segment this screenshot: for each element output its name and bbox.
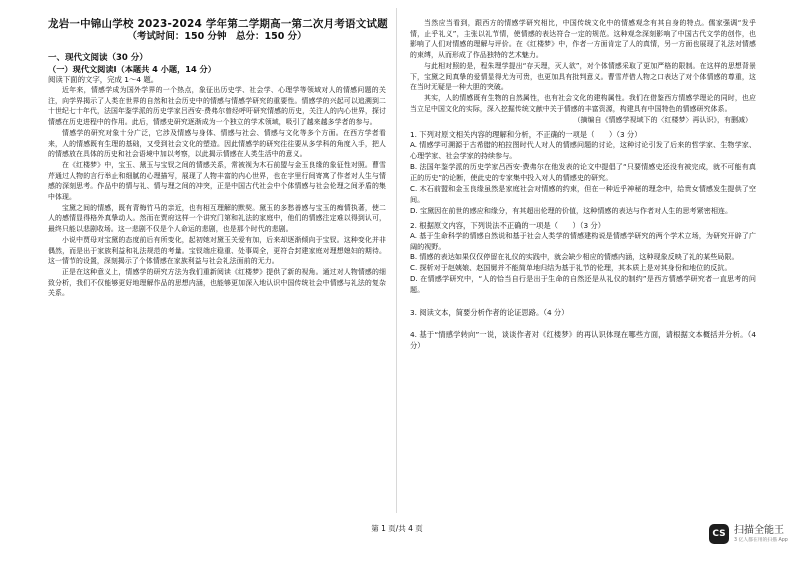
page-number: 第 1 页/共 4 页	[371, 524, 423, 533]
question-2-option-a: A. 基于生命科学的情感自然说和基于社会人类学的情感建构说是情感学研究的两个学术立场，为研究开辟了广阔的视野。	[410, 230, 756, 251]
question-1-option-a: A. 情感学可溯源于古希腊的柏拉图时代人对人的情感问题的讨论，这种讨论引发了后来的哲学家、生物学家、心理学家、社会学家的持续参与。	[410, 140, 756, 161]
article-paragraph-3: 在《红楼梦》中，宝玉、黛玉与宝钗之间的情感关系，常被视为木石前盟与金玉良缘的象征性对照。曹雪芹通过人物的言行举止和细腻的心理描写，展现了人物丰富的内心世界，也在字里行间寄寓了作者对人生与情感的深刻思考。作品中的情与礼、情与理之间的冲突，正是中国古代社会中个体情感与社会伦理之间矛盾的集中体现。	[48, 160, 386, 202]
article-paragraph-7: 当然应当看到，跟西方的情感学研究相比，中国传统文化中的情感观念有其自身的特点。儒家强调“发乎情，止乎礼义”，主张以礼节情，使情感的表达符合一定的规范。这种观念深刻影响了中国古代文学的创作，也影响了人们对情感的理解与评价。在《红楼梦》中，作者一方面肯定了人的真情，另一方面也展现了礼法对情感的束缚，从而形成了作品独特的艺术魅力。	[410, 19, 756, 60]
left-column	[48, 18, 386, 299]
part-heading: （一）现代文阅读Ⅰ（本题共 4 小题，14 分）	[48, 64, 216, 74]
question-2-option-c: C. 探析对于赵姨娘、赵国舅并不能简单地归结为基于礼节的伦理，其本质上是对其身份和地位的反抗。	[410, 263, 732, 273]
article-paragraph-9: 其实，人的情感既有生物的自然属性，也有社会文化的建构属性。我们在借鉴西方情感学理论的同时，也应当立足中国文化的实际，深入挖掘传统文献中关于情感的丰富资源，构建具有中国特色的情感研究体系。	[410, 93, 756, 113]
question-3-stem: 3. 阅读文本，简要分析作者的论证思路。（4 分）	[410, 308, 569, 318]
question-1-option-b: B. 法国年鉴学派的历史学家吕西安·费弗尔在他发表的论文中提倡了“只要情感史还没有被完成，就不可能有真正的历史”的论断，使此史的专家集中投入对人的情感史的研究。	[410, 162, 756, 183]
column-divider	[396, 8, 397, 513]
section-heading: 一、现代文阅读（30 分）	[48, 53, 148, 63]
exam-title: 龙岩一中锦山学校 2023-2024 学年第二学期高一第二次月考语文试题	[48, 18, 388, 30]
question-2-option-b: B. 情感的表达如果仅仅停留在礼仪的实践中，就会缺少相应的情感内涵，这种现象反映了礼的某些局限。	[410, 252, 739, 262]
camscanner-logo-icon: CS	[709, 524, 729, 544]
article-source: （摘编自《情感学视域下的〈红楼梦〉再认识》，有删减）	[573, 116, 752, 125]
question-1-option-c: C. 木石前盟和金玉良缘虽然是家庭社会对情感的约束，但在一种近乎神秘的理念中，给贵女情感发生提供了空间。	[410, 183, 756, 204]
exam-subtitle: （考试时间：150 分钟 总分：150 分）	[127, 31, 307, 42]
question-1-stem: 1. 下列对原文相关内容的理解和分析，不正确的一项是（ ）（3 分）	[410, 130, 642, 140]
question-2-stem: 2. 根据原文内容，下列说法不正确的一项是（ ）（3 分）	[410, 220, 606, 230]
article-paragraph-8: 与此相对照的是，程朱理学提出“存天理，灭人欲”，对个体情感采取了更加严格的限制。在这样的思想背景下，宝黛之间真挚的爱情显得尤为可贵，也更加具有批判意义。曹雪芹借人物之口表达了对个体情感的尊重，这在当时无疑是一种大胆的突破。	[410, 61, 756, 92]
article-paragraph-5: 小说中贾母对宝黛的态度前后有所变化，起初她对黛玉关爱有加，后来却逐渐倾向于宝钗。这种变化并非偶然，而是出于家族利益和礼法规范的考量。宝钗端庄稳重、处事周全，更符合封建家庭对理想媳妇的期待。这一情节的设置，深刻揭示了个体情感在家族利益与社会礼法面前的无力。	[48, 235, 386, 266]
scanner-watermark	[709, 524, 788, 544]
article-paragraph-1: 近年来，情感学成为国外学界的一个热点，象征出历史学、社会学、心理学等领域对人的情感问题的关注，向学界揭示了人类在世界的自然和社会历史中的情感与情感学研究的重要性。情感学的兴起可以追溯到二十世纪七十年代，法国年鉴学派的历史学家吕西安·费弗尔曾经呼吁研究情感的历史，关注人的内心世界，探讨情感在历史进程中的作用。此后，情感史研究逐渐成为一个独立的学术领域，吸引了越来越多学者的参与。	[48, 86, 386, 127]
article-paragraph-6: 正是在这种意义上，情感学的研究方法为我们重新阅读《红楼梦》提供了新的视角。通过对人物情感的细致分析，我们不仅能够更好地理解作品的思想内涵，也能够更加深入地认识中国传统社会中情感与礼法的复杂关系。	[48, 267, 386, 298]
question-4-stem: 4. 基于“情感学转向”一说，谈谈作者对《红楼梦》的再认识体现在哪些方面，请根据文本概括并分析。（4 分）	[410, 330, 756, 351]
question-2-option-d: D. 在情感学研究中，“人的恰当自行是出于生命的自然还是从礼仪的制约”是西方情感学研究者一直思考的问题。	[410, 274, 756, 295]
article-paragraph-2: 情感学的研究对象十分广泛，它涉及情感与身体、情感与社会、情感与文化等多个方面。在西方学者看来，人的情感既有生理的基础，又受到社会文化的塑造。因此情感学的研究往往要从多学科的角度入手，把人的情感放在具体的历史和社会语境中加以考察，以此揭示情感在人类生活中的意义。	[48, 128, 386, 159]
right-column	[410, 18, 756, 351]
scanner-app-tagline: 3 亿人都在用的扫描 App	[734, 537, 788, 543]
scanner-app-name: 扫描全能王	[734, 524, 784, 536]
question-1-option-d: D. 宝黛因在前世的感应和缘分，有其超出伦理的价值，这种情感的表达与作者对人生的思考紧密相连。	[410, 205, 733, 215]
reading-instruction: 阅读下面的文字，完成 1～4 题。	[48, 75, 159, 84]
article-paragraph-4: 宝黛之间的情感，既有青梅竹马的亲近，也有相互理解的默契。黛玉的多愁善感与宝玉的痴情执著，使二人的感情显得格外真挚动人。然而在贾府这样一个讲究门第和礼法的家庭中，他们的情感注定难以得到认可，最终只能以悲剧收场。这一悲剧不仅是个人命运的悲剧，也是那个时代的悲剧。	[48, 203, 386, 234]
